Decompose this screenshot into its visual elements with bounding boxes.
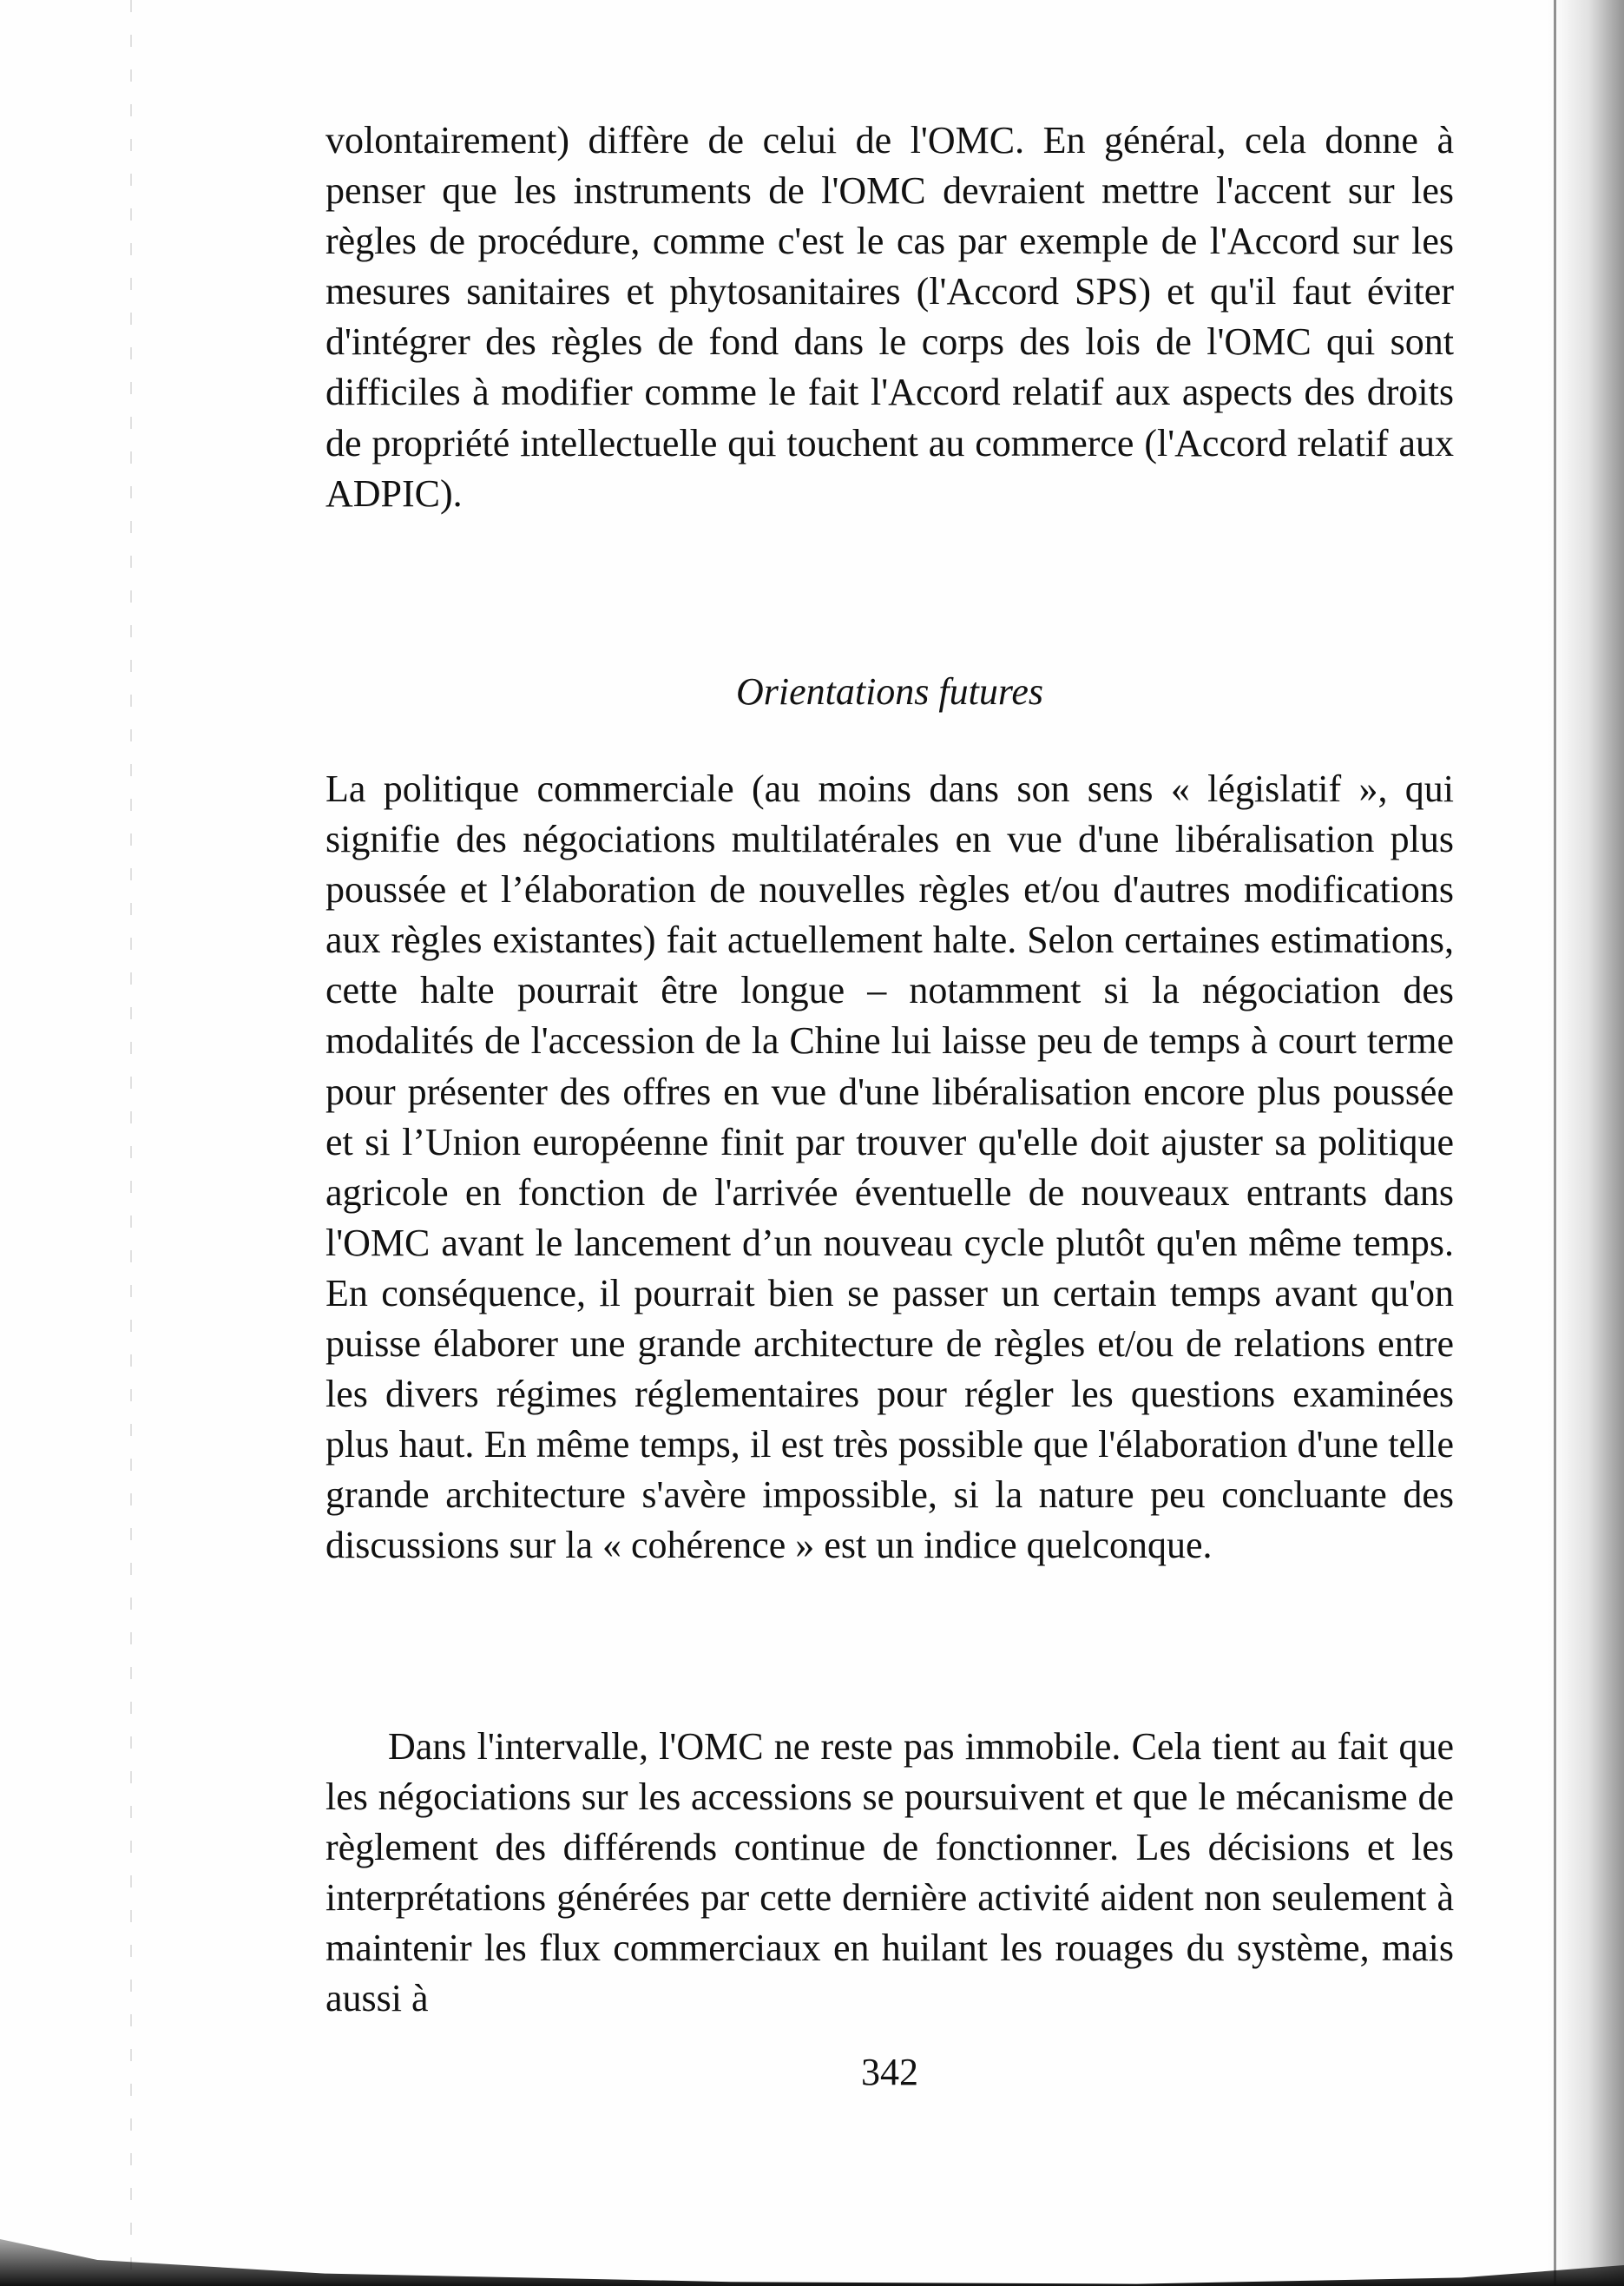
scan-left-edge-shadow	[130, 0, 132, 2286]
body-paragraph-1	[325, 115, 1454, 519]
paragraph-text: Dans l'intervalle, l'OMC ne reste pas immobile. Cela tient au fait que les négociations sur les accessions se poursuivent et que le mécanisme de règlement des différends continue de fonctionner. Les décisions et les interprétations générées par cette dernière activité aident non seulement à maintenir les flux commerciaux en huilant les rouages du système, mais aussi à	[325, 1725, 1454, 2020]
page-number: 342	[861, 2051, 918, 2093]
paragraph-text: volontairement) diffère de celui de l'OMC. En général, cela donne à penser que les instruments de l'OMC devraient mettre l'accent sur les règles de procédure, comme c'est le cas par exemple de l'Accord sur les mesures sanitaires et phytosanitaires (l'Accord SPS) et qu'il faut éviter d'intégrer des règles de fond dans le corps des lois de l'OMC qui sont difficiles à modifier comme le fait l'Accord relatif aux aspects des droits de propriété intellectuelle qui touchent au commerce (l'Accord relatif aux ADPIC).	[325, 119, 1454, 515]
scan-book-spine-line	[1554, 0, 1556, 2286]
body-paragraph-2	[325, 764, 1454, 1571]
body-paragraph-3	[325, 1722, 1454, 2025]
scan-bottom-edge-shadow	[0, 2182, 1624, 2286]
paragraph-text: La politique commerciale (au moins dans son sens « législatif », qui signifie des négociations multilatérales en vue d'une libéralisation plus poussée et l’élaboration de nouvelles règles et/ou d'autres modifications aux règles existantes) fait actuellement halte. Selon certaines estimations, cette halte pourrait être longue – notamment si la négociation des modalités de l'accession de la Chine lui laisse peu de temps à court terme pour présenter des offres en vue d'une libéralisation encore plus poussée et si l’Union européenne finit par trouver qu'elle doit ajuster sa politique agricole en fonction de l'arrivée éventuelle de nouveaux entrants dans l'OMC avant le lancement d’un nouveau cycle plutôt qu'en même temps. En conséquence, il pourrait bien se passer un certain temps avant qu'on puisse élaborer une grande architecture de règles et/ou de relations entre les divers régimes réglementaires pour régler les questions examinées plus haut. En même temps, il est très possible que l'élaboration d'une telle grande architecture s'avère impossible, si la nature peu concluante des discussions sur la « cohérence » est un indice quelconque.	[325, 767, 1454, 1567]
section-heading: Orientations futures	[735, 670, 1044, 713]
scan-right-edge-shadow	[1546, 0, 1624, 2286]
